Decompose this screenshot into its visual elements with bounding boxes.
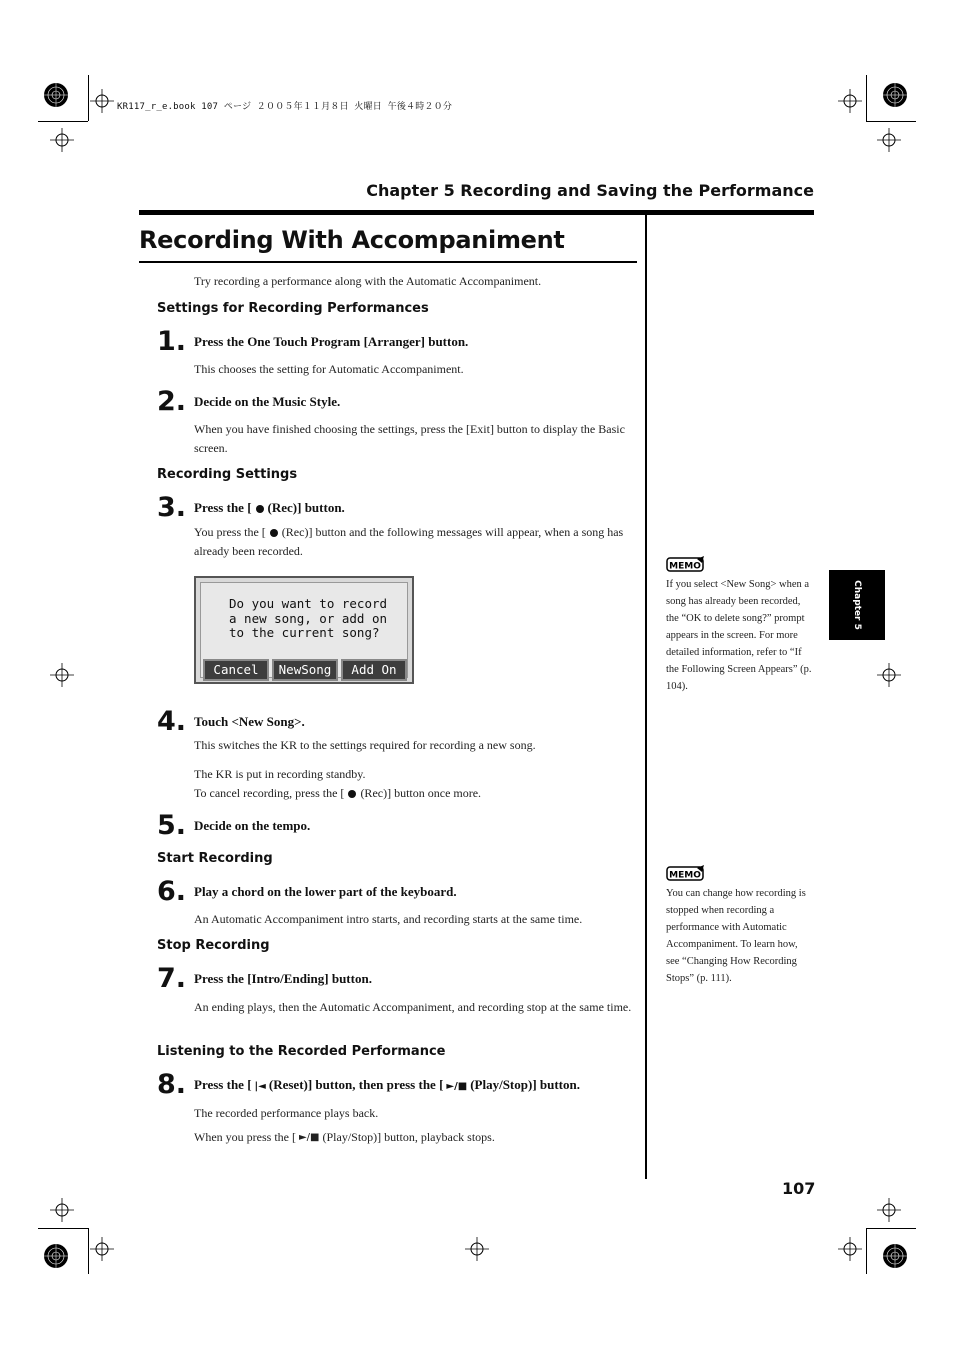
desc-part: (Play/Stop)] button, playback stops. (322, 1130, 495, 1144)
crop-line (88, 1228, 89, 1274)
lcd-button-row (203, 659, 407, 681)
crosshair-mark (877, 663, 901, 687)
crosshair-mark (90, 89, 114, 113)
crosshair-mark (838, 1237, 862, 1261)
desc-part: You press the [ (194, 525, 266, 539)
desc-part: (Rec)] button and the following messages will appear, when a song has already been recorded. (194, 525, 624, 558)
crop-line (38, 121, 88, 122)
step-number: 4. (157, 706, 187, 737)
step-text-part: (Play/Stop)] button. (470, 1077, 580, 1092)
step-description (194, 784, 634, 803)
memo-label: MEMO (669, 870, 701, 881)
crosshair-mark (877, 128, 901, 152)
crop-line (38, 1228, 88, 1229)
lcd-message: Do you want to record a new song, or add on to the current song? (229, 596, 388, 640)
chapter-tab-label: Chapter 5 (852, 580, 862, 630)
crosshair-mark (50, 663, 74, 687)
memo-label: MEMO (669, 561, 701, 572)
step-instruction: Decide on the tempo. (194, 818, 311, 833)
lcd-screen (194, 576, 414, 684)
crosshair-mark (838, 89, 862, 113)
step-number: 5. (157, 810, 187, 841)
starburst-mark-top-right (882, 82, 908, 108)
column-divider (645, 215, 647, 1179)
crosshair-mark (90, 1237, 114, 1261)
step-number: 2. (157, 386, 187, 417)
step-description: The recorded performance plays back. (194, 1106, 379, 1120)
step-instruction: Press the One Touch Program [Arranger] button. (194, 334, 469, 349)
step-instruction: Play a chord on the lower part of the keyboard. (194, 884, 457, 899)
memo-note: If you select <New Song> when a song has already been recorded, the “OK to delete song?” prompt appears in the screen. For more detailed information, refer to “If the Following Screen Appears” (p. 104). (666, 579, 812, 692)
step-description: This chooses the setting for Automatic Accompaniment. (194, 362, 464, 376)
lcd-display (200, 582, 408, 678)
crop-line (866, 121, 916, 122)
rec-icon (256, 505, 264, 513)
step-instruction: Press the [Intro/Ending] button. (194, 971, 372, 986)
reset-icon: |◄ (254, 1080, 266, 1092)
step-instruction: Touch <New Song>. (194, 714, 305, 729)
step-instruction (194, 500, 345, 516)
crop-line (866, 75, 867, 121)
play-stop-icon: ►/■ (298, 1132, 320, 1143)
step-text-part: (Reset)] button, then press the [ (268, 1077, 444, 1092)
step-number: 7. (157, 963, 187, 994)
page-title: Recording With Accompaniment (139, 226, 565, 254)
section-heading-stop: Stop Recording (157, 938, 270, 953)
chapter-tab (829, 570, 885, 640)
section-heading-recording-settings: Recording Settings (157, 467, 298, 482)
top-rule (139, 210, 814, 215)
step-description: This switches the KR to the settings required for recording a new song. (194, 738, 536, 752)
crop-line (866, 1228, 916, 1229)
step-instruction (194, 1077, 580, 1093)
step-description: The KR is put in recording standby. (194, 767, 366, 781)
page-number: 107 (782, 1179, 816, 1198)
section-heading-listening: Listening to the Recorded Performance (157, 1044, 446, 1059)
desc-part: When you press the [ (194, 1130, 296, 1144)
file-header: KR117_r_e.book 107 ページ ２００５年１１月８日 火曜日 午後４時２０分 (117, 102, 453, 112)
section-heading-start: Start Recording (157, 851, 273, 866)
step-description: An ending plays, then the Automatic Accompaniment, and recording stop at the same time. (194, 1000, 632, 1014)
step-description (194, 523, 634, 560)
crop-line (866, 1228, 867, 1274)
play-stop-icon: ►/■ (446, 1080, 468, 1092)
crosshair-mark (50, 1198, 74, 1222)
section-heading-settings: Settings for Recording Performances (157, 301, 429, 316)
intro-text: Try recording a performance along with the Automatic Accompaniment. (194, 274, 542, 288)
step-number: 8. (157, 1069, 187, 1100)
starburst-mark-bottom-right (882, 1243, 908, 1269)
crosshair-mark (465, 1237, 489, 1261)
memo-note: You can change how recording is stopped when recording a performance with Automatic Accompaniment. To learn how, see “Changing How Recording Stops” (p. 111). (666, 888, 806, 984)
crop-line (88, 75, 89, 121)
crosshair-mark (877, 1198, 901, 1222)
rec-icon (348, 790, 356, 798)
chapter-header: Chapter 5 Recording and Saving the Performance (366, 181, 814, 200)
step-text-part: Press the [ (194, 1077, 252, 1092)
step-description: When you have finished choosing the settings, press the [Exit] button to display the Basic screen. (194, 422, 625, 455)
rec-icon (270, 529, 278, 537)
starburst-mark-bottom-left (43, 1243, 69, 1269)
step-instruction: Decide on the Music Style. (194, 394, 341, 409)
desc-part: (Rec)] button once more. (360, 786, 482, 800)
new-song-button[interactable]: NewSong (272, 659, 338, 681)
starburst-mark-top-left (43, 82, 69, 108)
step-number: 3. (157, 492, 187, 523)
add-on-button[interactable]: Add On (341, 659, 407, 681)
step-number: 1. (157, 326, 187, 357)
step-description: An Automatic Accompaniment intro starts, and recording starts at the same time. (194, 912, 583, 926)
step-number: 6. (157, 876, 187, 907)
cancel-button[interactable]: Cancel (203, 659, 269, 681)
memo-icon (666, 556, 706, 574)
step-text-part: Press the [ (194, 500, 252, 515)
crosshair-mark (50, 128, 74, 152)
desc-part: To cancel recording, press the [ (194, 786, 345, 800)
title-rule (139, 261, 637, 263)
step-text-part: (Rec)] button. (267, 500, 345, 515)
memo-icon (666, 865, 706, 883)
step-description (194, 1128, 634, 1148)
